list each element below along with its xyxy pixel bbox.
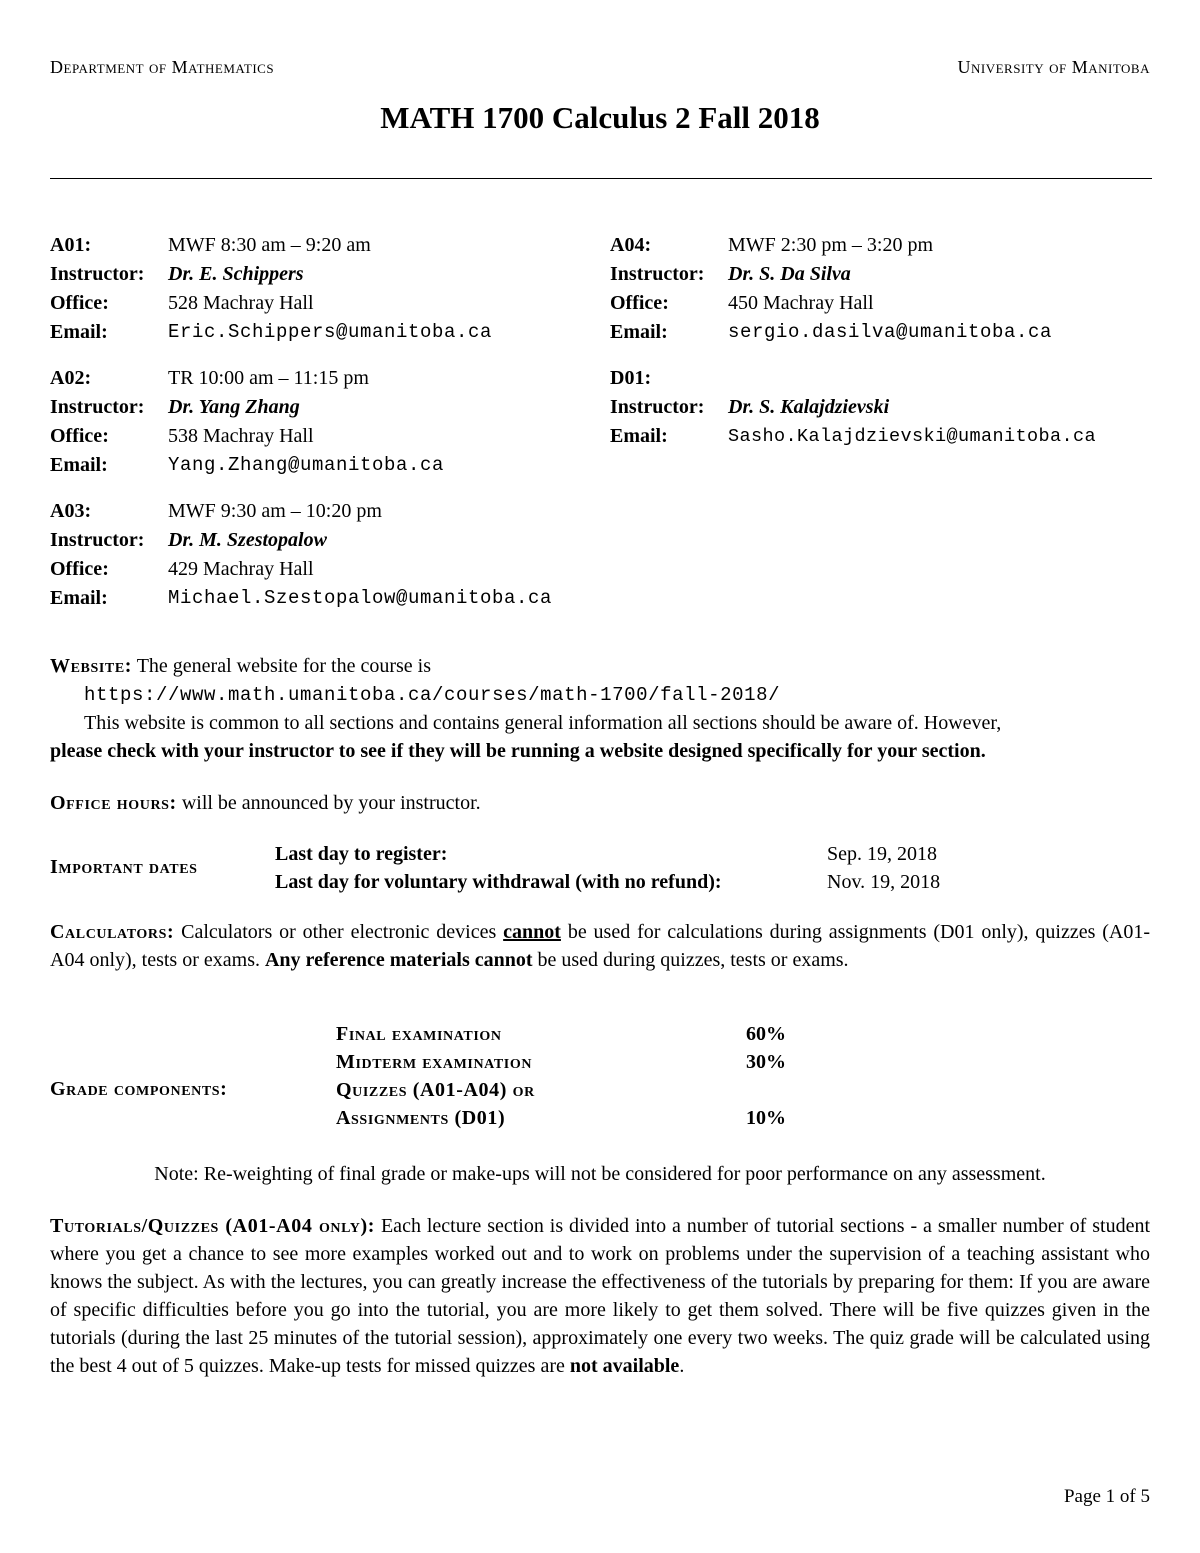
grade-components-table [336,1020,786,1132]
calculators-bold-text: Any reference materials cannot [264,949,533,971]
title-divider [50,178,1152,179]
important-dates-heading: Important dates [50,856,198,878]
grade-label: Quizzes (A01-A04) or [336,1079,535,1101]
date-value: Sep. 19, 2018 [827,843,937,865]
grade-label: Assignments (D01) [336,1107,506,1129]
website-heading: Website: [50,655,133,677]
page-title: MATH 1700 Calculus 2 Fall 2018 [380,100,820,135]
grade-value: 30% [746,1051,786,1073]
email-label: Email: [50,454,108,476]
email-label: Email: [610,425,668,447]
office-hours-section [50,789,1150,817]
calculators-heading: Calculators: [50,921,175,943]
section-code: A03: [50,500,92,522]
tutorials-bold-end: not available [569,1355,680,1377]
university-header: University of Manitoba [957,57,1150,77]
tutorials-heading: Tutorials/Quizzes (A01-A04 only): [50,1215,376,1237]
email-link[interactable]: sergio.dasilva@umanitoba.ca [728,321,1053,343]
department-header: Department of Mathematics [50,57,275,77]
instructor-label: Instructor: [50,396,145,418]
email-label: Email: [50,321,108,343]
section-time: TR 10:00 am – 11:15 pm [168,367,369,389]
section-time: MWF 2:30 pm – 3:20 pm [728,234,934,256]
date-label: Last day to register: [275,843,448,865]
email-link[interactable]: Michael.Szestopalow@umanitoba.ca [168,587,553,609]
date-value: Nov. 19, 2018 [827,871,941,893]
website-url[interactable]: https://www.math.umanitoba.ca/courses/math-1700/fall-2018/ [84,684,781,706]
section-a03 [50,497,552,613]
grade-label: Final examination [336,1023,502,1045]
section-time: MWF 9:30 am – 10:20 pm [168,500,382,522]
email-label: Email: [610,321,668,343]
important-dates-table [275,840,940,896]
calculators-section [50,918,1150,974]
grade-components-heading: Grade components: [50,1078,228,1100]
instructor-label: Instructor: [610,396,705,418]
email-link[interactable]: Yang.Zhang@umanitoba.ca [168,454,445,476]
office-value: 538 Machray Hall [168,425,314,447]
office-label: Office: [610,292,669,314]
instructor-name: Dr. E. Schippers [168,263,304,285]
office-label: Office: [50,292,109,314]
grade-row [336,1104,786,1132]
section-code: D01: [610,367,652,389]
calculators-text-3: be used during quizzes, tests or exams. [537,949,849,971]
tutorials-end: . [679,1355,685,1377]
email-link[interactable]: Eric.Schippers@umanitoba.ca [168,321,493,343]
instructor-name: Dr. S. Kalajdzievski [728,396,890,418]
instructor-label: Instructor: [610,263,705,285]
section-code: A01: [50,234,92,256]
date-label: Last day for voluntary withdrawal (with no refund): [275,871,722,893]
section-a01 [50,231,492,347]
office-label: Office: [50,425,109,447]
office-hours-heading: Office hours: [50,792,177,814]
section-a02 [50,364,444,480]
section-code: A04: [610,234,652,256]
email-link[interactable]: Sasho.Kalajdzievski@umanitoba.ca [728,426,1097,447]
office-value: 528 Machray Hall [168,292,314,314]
website-section [50,652,1150,765]
grade-row [336,1020,786,1048]
page-number: Page 1 of 5 [1063,1486,1150,1507]
grade-label: Midterm examination [336,1051,533,1073]
calculators-text-1: Calculators or other electronic devices [181,921,497,943]
website-text: This website is common to all sections and contains general information all sections should be aware of. However, [84,712,1002,734]
grade-row [336,1048,786,1076]
instructor-label: Instructor: [50,263,145,285]
office-hours-text: will be announced by your instructor. [181,792,481,814]
note-text: Note: Re-weighting of final grade or make-ups will not be considered for poor performance on any assessment. [154,1163,1046,1185]
grade-value: 60% [746,1023,786,1045]
email-label: Email: [50,587,108,609]
instructor-name: Dr. S. Da Silva [728,263,851,285]
instructor-name: Dr. Yang Zhang [168,396,300,418]
tutorials-section [50,1212,1150,1380]
date-row [275,840,940,868]
instructor-label: Instructor: [50,529,145,551]
instructor-name: Dr. M. Szestopalow [168,529,327,551]
grade-row [336,1076,786,1104]
tutorials-text: Each lecture section is divided into a number of tutorial sections - a smaller number of student where you get a chance to see more examples worked out and to work on problems under the supervision of a teaching assistant who knows the subject. As with the lectures, you can greatly increase the effectiveness of the tutorials by preparing for them: If you are aware of specific difficulties before you go into the tutorial, you are more likely to get them solved. There will be five quizzes given in the tutorials (during the last 25 minutes of the tutorial session), approximately one every two weeks. The quiz grade will be calculated using the best 4 out of 5 quizzes. Make-up tests for missed quizzes are [50,1215,1150,1377]
office-value: 429 Machray Hall [168,558,314,580]
date-row [275,868,940,896]
calculators-cannot: cannot [503,921,561,943]
office-label: Office: [50,558,109,580]
section-a04 [610,231,1052,347]
section-time: MWF 8:30 am – 9:20 am [168,234,371,256]
office-value: 450 Machray Hall [728,292,874,314]
website-intro: The general website for the course is [136,655,432,677]
grade-value: 10% [746,1107,786,1129]
website-bold-text: please check with your instructor to see if they will be running a website designed specifically for your section. [50,740,986,762]
calculators-text-2: be used for calculations during assignments (D01 only), quizzes (A01-A04 only), tests or exams. [50,921,1151,971]
section-code: A02: [50,367,92,389]
section-d01 [610,364,1096,451]
